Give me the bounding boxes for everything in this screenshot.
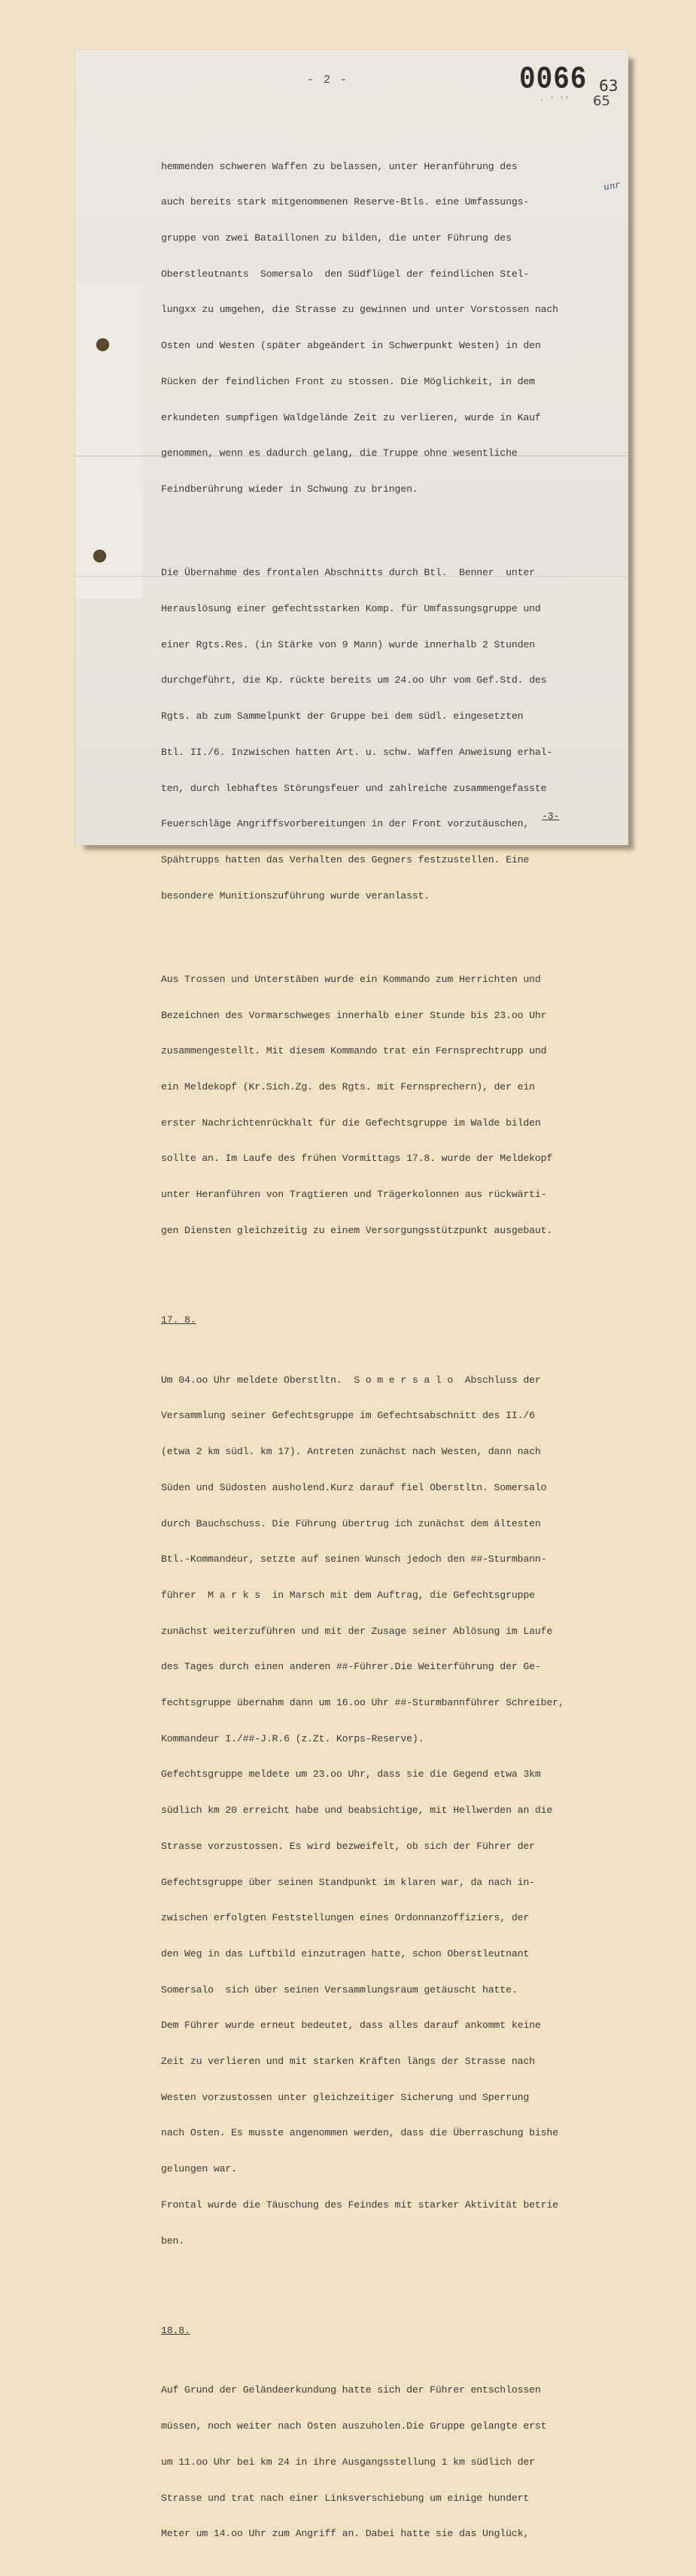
text-line: Süden und Südosten ausholend.Kurz darauf fiel Oberstltn. Somersalo	[161, 1481, 547, 1493]
text-line: sollte an. Im Laufe des frühen Vormittags 17.8. wurde der Meldekopf	[161, 1153, 553, 1165]
text-line: den Weg in das Luftbild einzutragen hatte, schon Oberstleutnant	[161, 1947, 530, 1959]
text-line: Osten und Westen (später abgeändert in Schwerpunkt Westen) in den	[161, 340, 541, 352]
text-line: Strasse vorzustossen. Es wird bezweifelt, ob sich der Führer der	[161, 1840, 535, 1852]
paragraph-1	[161, 137, 628, 520]
text-line: Rücken der feindlichen Front zu stossen. Die Möglichkeit, in dem	[161, 375, 535, 387]
text-line: einer Rgts.Res. (in Stärke von 9 Mann) wurde innerhalb 2 Stunden	[161, 638, 535, 650]
text-line: Die Übernahme des frontalen Abschnitts durch Btl. Benner unter	[161, 567, 535, 579]
text-line: Auf Grund der Geländeerkundung hatte sich der Führer entschlossen	[161, 2384, 541, 2396]
text-line: südlich km 20 erreicht habe und beabsichtige, mit Hellwerden an die	[161, 1805, 553, 1817]
text-line: erster Nachrichtenrückhalt für die Gefechtsgruppe im Walde bilden	[161, 1117, 541, 1129]
paragraph-3	[161, 950, 628, 1260]
text-line: fechtsgruppe übernahm dann um 16.oo Uhr ##-Sturmbannführer Schreiber,	[161, 1697, 564, 1709]
text-line: Btl.-Kommandeur, setzte auf seinen Wunsch jedoch den ##-Sturmbann-	[161, 1553, 547, 1565]
text-line: Gefechtsgruppe über seinen Standpunkt im klaren war, da nach in-	[161, 1876, 535, 1888]
text-line: zusammengestellt. Mit diesem Kommando trat ein Fernsprechtrupp und	[161, 1045, 547, 1057]
text-line: Herauslösung einer gefechtsstarken Komp. für Umfassungsgruppe und	[161, 602, 541, 614]
text-line: gelungen war.	[161, 2163, 237, 2175]
section-17-body	[161, 1350, 628, 2271]
text-line: Btl. II./6. Inzwischen hatten Art. u. schw. Waffen Anweisung erhal-	[161, 746, 553, 758]
text-line: (etwa 2 km südl. km 17). Antreten zunächst nach Westen, dann nach	[161, 1446, 541, 1458]
text-line: Feuerschläge Angriffsvorbereitungen in der Front vorzutäuschen,	[161, 818, 530, 830]
text-line: durch Bauchschuss. Die Führung übertrug ich zunächst dem ältesten	[161, 1517, 541, 1529]
text-line: Westen vorzustossen unter gleichzeitiger Sicherung und Sperrung	[161, 2091, 530, 2103]
text-line: Frontal wurde die Täuschung des Feindes mit starker Aktivität betrie	[161, 2199, 558, 2211]
text-line: genommen, wenn es dadurch gelang, die Truppe ohne wesentliche	[161, 447, 518, 459]
date-heading-18: 18.8.	[161, 2324, 190, 2336]
text-line: Dem Führer wurde erneut bedeutet, dass alles darauf ankommt keine	[161, 2020, 541, 2032]
text-line: gen Diensten gleichzeitig zu einem Versorgungsstützpunkt ausgebaut.	[161, 1224, 553, 1236]
text-line: nach Osten. Es musste angenommen werden, dass die Überraschung bishe	[161, 2127, 558, 2139]
page-number: - 2 -	[307, 74, 349, 86]
text-line: erkundeten sumpfigen Waldgelände Zeit zu verlieren, wurde in Kauf	[161, 411, 541, 423]
text-line: ein Meldekopf (Kr.Sich.Zg. des Rgts. mit Fernsprechern), der ein	[161, 1081, 535, 1093]
section-18-body	[161, 2361, 628, 2564]
text-line: Versammlung seiner Gefechtsgruppe im Gefechtsabschnitt des II./6	[161, 1410, 535, 1422]
handwritten-margin-note: unr	[602, 179, 621, 192]
text-line: Zeit zu verlieren und mit starken Kräften längs der Strasse nach	[161, 2056, 535, 2068]
text-line: Spähtrupps hatten das Verhalten des Gegners festzustellen. Eine	[161, 853, 530, 865]
text-line: Meter um 14.oo Uhr zum Angriff an. Dabei hatte sie das Unglück,	[161, 2528, 530, 2540]
text-line: durchgeführt, die Kp. rückte bereits um 24.oo Uhr vom Gef.Std. des	[161, 674, 547, 686]
punch-hole	[96, 338, 109, 351]
typewritten-body	[161, 113, 628, 2576]
text-line: Bezeichnen des Vormarschweges innerhalb einer Stunde bis 23.oo Uhr	[161, 1009, 547, 1021]
text-line: um 11.oo Uhr bei km 24 in ihre Ausgangsstellung 1 km südlich der	[161, 2456, 535, 2468]
text-line: gruppe von zwei Bataillonen zu bilden, die unter Führung des	[161, 232, 512, 244]
text-line: müssen, noch weiter nach Osten auszuholen.Die Gruppe gelangte erst	[161, 2420, 547, 2432]
paper-hinge	[75, 283, 143, 599]
text-line: auch bereits stark mitgenommenen Reserve-Btls. eine Umfassungs-	[161, 196, 530, 208]
paragraph-2	[161, 543, 628, 926]
text-line: ten, durch lebhaftes Störungsfeuer und zahlreiche zusammengefasste	[161, 782, 547, 794]
date-heading-17: 17. 8.	[161, 1314, 196, 1326]
text-line: des Tages durch einen anderen ##-Führer.Die Weiterführung der Ge-	[161, 1661, 541, 1673]
folio-number-bottom: 65	[593, 93, 610, 109]
text-line: zwischen erfolgten Feststellungen eines Ordonnanzoffiziers, der	[161, 1912, 530, 1924]
text-line: Aus Trossen und Unterstäben wurde ein Kommando zum Herrichten und	[161, 973, 541, 985]
folio-number-top: 63	[599, 77, 618, 95]
text-line: zunächst weiterzuführen und mit der Zusage seiner Ablösung im Laufe	[161, 1625, 553, 1637]
faint-mark: - ' ''	[539, 96, 570, 105]
text-line: Gefechtsgruppe meldete um 23.oo Uhr, dass sie die Gegend etwa 3km	[161, 1768, 541, 1780]
next-page-marker: -3-	[542, 811, 560, 822]
text-line: Rgts. ab zum Sammelpunkt der Gruppe bei dem südl. eingesetzten	[161, 711, 524, 723]
punch-hole	[93, 550, 106, 562]
archive-stamp-number: 0066	[519, 61, 588, 98]
text-line: Strasse und trat nach einer Linksverschiebung um einige hundert	[161, 2492, 530, 2504]
text-line: Feindberührung wieder in Schwung zu bringen.	[161, 483, 418, 495]
text-line: führer M a r k s in Marsch mit dem Auftrag, die Gefechtsgruppe	[161, 1589, 535, 1601]
text-line: Oberstleutnants Somersalo den Südflügel der feindlichen Stel-	[161, 268, 530, 280]
text-line: besondere Munitionszuführung wurde veranlasst.	[161, 889, 430, 902]
text-line: Um 04.oo Uhr meldete Oberstltn. S o m e r s a l o Abschluss der	[161, 1374, 541, 1386]
text-line: unter Heranführen von Tragtieren und Trägerkolonnen aus rückwärti-	[161, 1189, 547, 1201]
text-line: hemmenden schweren Waffen zu belassen, unter Heranführung des	[161, 160, 518, 172]
text-line: lungxx zu umgehen, die Strasse zu gewinnen und unter Vorstossen nach	[161, 304, 558, 316]
text-line: Kommandeur I./##-J.R.6 (z.Zt. Korps-Reserve).	[161, 1732, 424, 1744]
text-line: Somersalo sich über seinen Versammlungsraum getäuscht hatte.	[161, 1984, 518, 1996]
text-line: ben.	[161, 2235, 185, 2247]
